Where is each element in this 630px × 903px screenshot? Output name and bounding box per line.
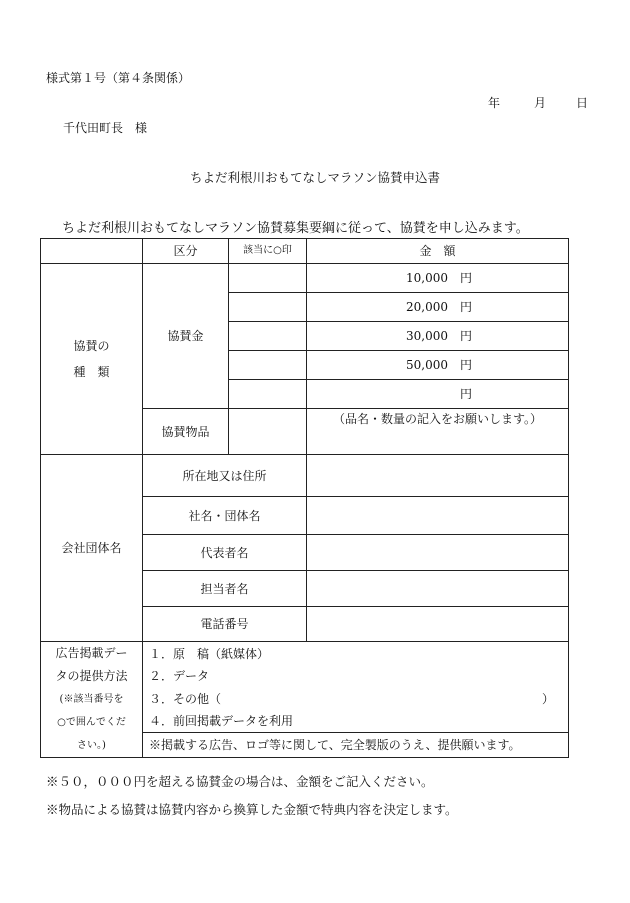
money-label: 協賛金 xyxy=(143,264,229,409)
ad-method-line2: タの提供方法 xyxy=(55,669,128,683)
contact-person-input[interactable] xyxy=(307,571,569,607)
date-month-label: 月 xyxy=(534,96,547,110)
ad-method-line4: ○で囲んでくだ xyxy=(57,717,126,728)
amount-20000: 20,000 円 xyxy=(307,293,569,322)
sponsorship-type-line2: 種 類 xyxy=(73,365,110,379)
form-number: 様式第１号（第４条関係） xyxy=(46,71,191,85)
ad-row-1 xyxy=(41,642,569,666)
col-header-category: 区分 xyxy=(143,239,229,264)
mark-cell-1[interactable] xyxy=(229,264,307,293)
addressee: 千代田町長 様 xyxy=(63,121,148,135)
mark-cell-3[interactable] xyxy=(229,322,307,351)
amount-row-1 xyxy=(41,264,569,293)
ad-method-line1: 広告掲載デー xyxy=(55,646,128,660)
address-input[interactable] xyxy=(307,455,569,497)
phone-input[interactable] xyxy=(307,607,569,642)
representative-input[interactable] xyxy=(307,535,569,571)
col-header-mark: 該当に○印 xyxy=(229,239,307,264)
mark-cell-2[interactable] xyxy=(229,293,307,322)
date-line xyxy=(488,94,588,111)
mark-cell-goods[interactable] xyxy=(229,409,307,455)
ad-footer-note: ※掲載する広告、ロゴ等に関して、完全製版のうえ、提供願います。 xyxy=(143,733,569,758)
note-goods-valuation: ※物品による協賛は協賛内容から換算した金額で特典内容を決定します。 xyxy=(46,802,458,817)
goods-label: 協賛物品 xyxy=(143,409,229,455)
field-label-representative: 代表者名 xyxy=(143,535,307,571)
header-blank-cell xyxy=(41,239,143,264)
document-title: ちよだ利根川おもてなしマラソン協賛申込書 xyxy=(189,170,440,185)
field-label-contact-person: 担当者名 xyxy=(143,571,307,607)
amount-10000: 10,000 円 xyxy=(307,264,569,293)
header-row xyxy=(41,239,569,264)
mark-cell-4[interactable] xyxy=(229,351,307,380)
amount-50000: 50,000 円 xyxy=(307,351,569,380)
ad-option-3-close: ） xyxy=(541,691,554,706)
field-label-address: 所在地又は住所 xyxy=(143,455,307,497)
ad-option-3: ３．その他（ xyxy=(149,691,222,706)
company-name-input[interactable] xyxy=(307,497,569,535)
application-form-table xyxy=(40,238,569,758)
amount-30000: 30,000 円 xyxy=(307,322,569,351)
ad-option-4[interactable]: ４．前回掲載データを利用 xyxy=(143,710,569,733)
note-over-50000: ※５０，０００円を超える協賛金の場合は、金額をご記入ください。 xyxy=(46,774,434,789)
ad-method-line3: (※該当番号を xyxy=(59,694,124,705)
mark-cell-5[interactable] xyxy=(229,380,307,409)
sponsorship-type-line1: 協賛の xyxy=(73,339,110,353)
ad-option-1[interactable]: １．原 稿（紙媒体） xyxy=(143,642,569,666)
intro-text: ちよだ利根川おもてなしマラソン協賛募集要綱に従って、協賛を申し込みます。 xyxy=(62,221,529,236)
date-year-label: 年 xyxy=(488,96,501,110)
field-label-phone: 電話番号 xyxy=(143,607,307,642)
company-row-1 xyxy=(41,455,569,497)
date-day-label: 日 xyxy=(576,96,589,110)
ad-method-line5: さい。) xyxy=(77,740,106,751)
ad-method-label xyxy=(41,642,143,758)
ad-option-3-cell[interactable] xyxy=(143,688,569,711)
col-header-amount: 金 額 xyxy=(307,239,569,264)
company-label: 会社団体名 xyxy=(41,455,143,642)
amount-custom[interactable]: 円 xyxy=(307,380,569,409)
sponsorship-type-label xyxy=(41,264,143,455)
field-label-company-name: 社名・団体名 xyxy=(143,497,307,535)
ad-option-2[interactable]: ２．データ xyxy=(143,665,569,688)
goods-note[interactable]: （品名・数量の記入をお願いします。） xyxy=(307,409,569,455)
